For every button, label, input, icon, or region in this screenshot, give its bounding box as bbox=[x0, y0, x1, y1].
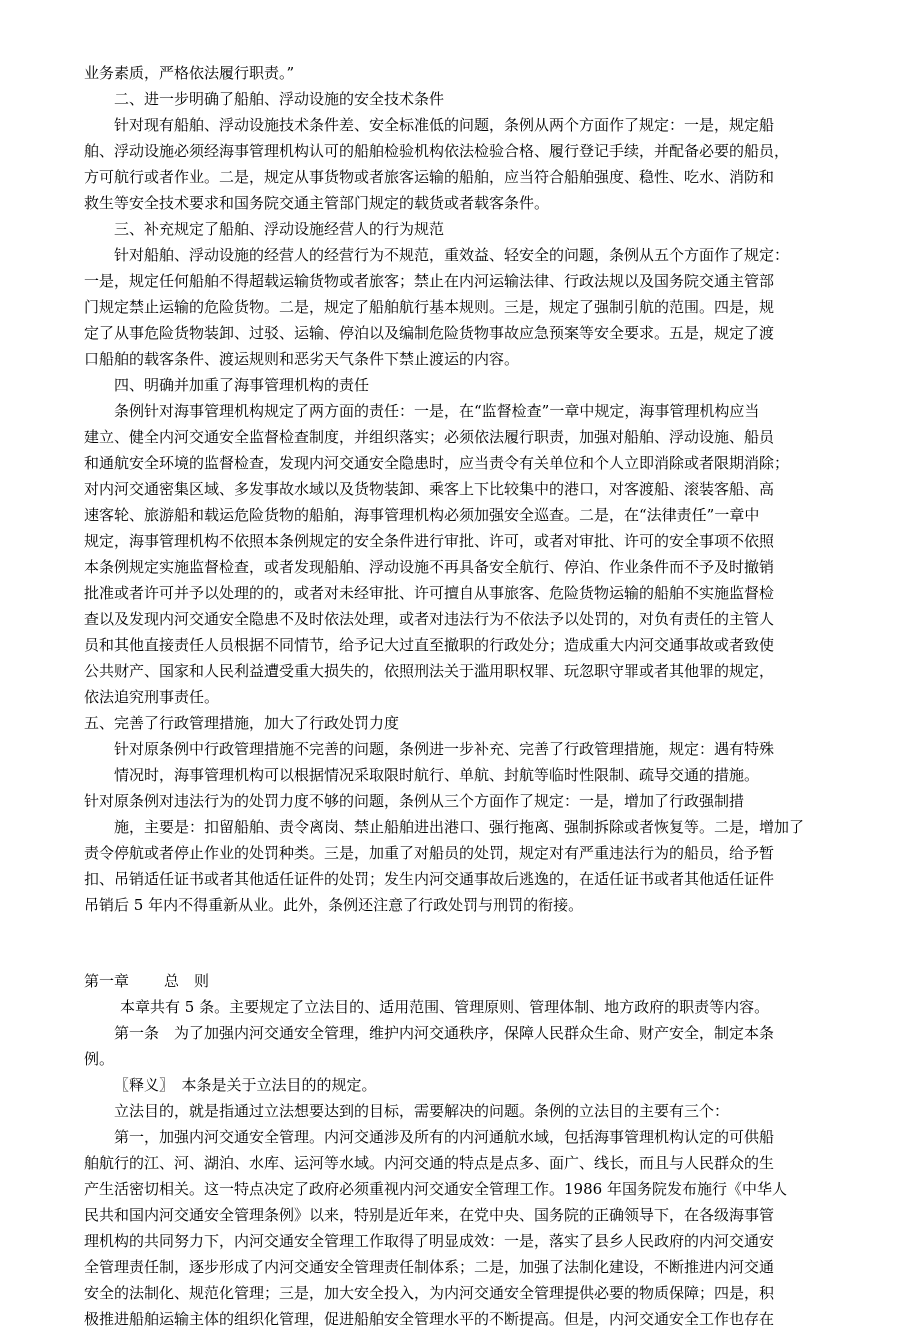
paragraph-line: 方可航行或者作业。二是，规定从事货物或者旅客运输的船舶，应当符合船舶强度、稳性、吃水、消防和 bbox=[84, 168, 775, 186]
text-line: 业务素质，严格依法履行职责。” bbox=[84, 64, 295, 82]
intro-section bbox=[84, 60, 836, 944]
paragraph-line bbox=[84, 918, 836, 944]
paragraph-line: 立法目的，就是指通过立法想要达到的目标，需要解决的问题。条例的立法目的主要有三个： bbox=[114, 1102, 730, 1120]
paragraph-line: 舶航行的江、河、湖泊、水库、运河等水域。内河交通的特点是点多、面广、线长，而且与人民群众的生 bbox=[84, 1154, 775, 1172]
paragraph-line: 针对现有船舶、浮动设施技术条件差、安全标准低的问题，条例从两个方面作了规定：一是，规定船 bbox=[114, 116, 775, 134]
chapter-section bbox=[84, 994, 836, 1332]
paragraph-line: 责令停航或者停止作业的处罚种类。三是，加重了对船员的处罚，规定对有严重违法行为的船员，给予暂 bbox=[84, 844, 775, 862]
paragraph-line: 极推进船舶运输主体的组织化管理，促进船舶安全管理水平的不断提高。但是，内河交通安全工作也存在 bbox=[84, 1310, 775, 1328]
paragraph-line: 舶、浮动设施必须经海事管理机构认可的船舶检验机构依法检验合格、履行登记手续，并配备必要的船员， bbox=[84, 142, 790, 160]
chapter-title: 总 则 bbox=[164, 972, 210, 990]
paragraph-line: 公共财产、国家和人民利益遭受重大损失的，依照刑法关于滥用职权罪、玩忽职守罪或者其他罪的规定， bbox=[84, 662, 775, 680]
section-heading: 针对原条例中行政管理措施不完善的问题，条例进一步补充、完善了行政管理措施，规定：遇有特殊 bbox=[114, 740, 775, 758]
chapter-number: 第一章 bbox=[84, 972, 130, 990]
paragraph-line: 建立、健全内河交通安全监督检查制度，并组织落实；必须依法履行职责，加强对船舶、浮动设施、船员 bbox=[84, 428, 775, 446]
paragraph-line: 民共和国内河交通安全管理条例》以来，特别是近年来，在党中央、国务院的正确领导下，在各级海事管 bbox=[84, 1206, 775, 1224]
paragraph-line: 针对原条例对违法行为的处罚力度不够的问题，条例从三个方面作了规定：一是，增加了行政强制措 bbox=[84, 792, 745, 810]
section-heading: 四、明确并加重了海事管理机构的责任 bbox=[114, 376, 370, 394]
paragraph-line: 员和其他直接责任人员根据不同情节，给予记大过直至撤职的行政处分；造成重大内河交通事故或者致使 bbox=[84, 636, 775, 654]
paragraph-line: 一是，规定任何船舶不得超载运输货物或者旅客；禁止在内河运输法律、行政法规以及国务院交通主管部 bbox=[84, 272, 775, 290]
paragraph-line: 查以及发现内河交通安全隐患不及时依法处理，或者对违法行为不依法予以处罚的，对负有责任的主管人 bbox=[84, 610, 775, 628]
paragraph-line: 第一，加强内河交通安全管理。内河交通涉及所有的内河通航水域，包括海事管理机构认定的可供船 bbox=[114, 1128, 775, 1146]
paragraph-line: 情况时，海事管理机构可以根据情况采取限时航行、单航、封航等临时性限制、疏导交通的措施。 bbox=[114, 766, 760, 784]
chapter-heading bbox=[84, 968, 836, 994]
paragraph-line: 施，主要是：扣留船舶、责令离岗、禁止船舶进出港口、强行拖离、强制拆除或者恢复等。二是，增加了 bbox=[114, 818, 805, 836]
paragraph-line: 产生活密切相关。这一特点决定了政府必须重视内河交通安全管理工作。1986 年国务院发布施行《中华人 bbox=[84, 1180, 787, 1198]
paragraph-line: 本章共有 5 条。主要规定了立法目的、适用范围、管理原则、管理体制、地方政府的职责等内容。 bbox=[120, 998, 770, 1016]
paragraph-line: 吊销后 5 年内不得重新从业。此外，条例还注意了行政处罚与刑罚的衔接。 bbox=[84, 896, 584, 914]
paragraph-line: 规定，海事管理机构不依照本条例规定的安全条件进行审批、许可，或者对审批、许可的安全事项不依照 bbox=[84, 532, 775, 550]
paragraph-line: 扣、吊销适任证书或者其他适任证件的处罚；发生内河交通事故后逃逸的，在适任证书或者其他适任证件 bbox=[84, 870, 775, 888]
paragraph-line: 条例针对海事管理机构规定了两方面的责任：一是，在“监督检查”一章中规定，海事管理机构应当 bbox=[114, 402, 760, 420]
paragraph-line: 批准或者许可并予以处理的的，或者对未经审批、许可擅自从事旅客、危险货物运输的船舶不实施监督检 bbox=[84, 584, 775, 602]
paragraph-line: 安全的法制化、规范化管理；三是，加大安全投入，为内河交通安全管理提供必要的物质保障；四是，积 bbox=[84, 1284, 775, 1302]
paragraph-line: 理机构的共同努力下，内河交通安全管理工作取得了明显成效：一是，落实了县乡人民政府的内河交通安 bbox=[84, 1232, 775, 1250]
article-line: 例。 bbox=[84, 1050, 115, 1068]
paragraph-line: 依法追究刑事责任。 bbox=[84, 688, 220, 706]
paragraph-line: 全管理责任制，逐步形成了内河交通安全管理责任制体系；二是，加强了法制化建设，不断推进内河交通 bbox=[84, 1258, 775, 1276]
paragraph-line: 五、完善了行政管理措施，加大了行政处罚力度 bbox=[84, 714, 400, 732]
paragraph-line: 门规定禁止运输的危险货物。二是，规定了船舶航行基本规则。三是，规定了强制引航的范围。四是，规 bbox=[84, 298, 775, 316]
paragraph-line: 速客轮、旅游船和载运危险货物的船舶，海事管理机构必须加强安全巡查。二是，在“法律责任”一章中 bbox=[84, 506, 760, 524]
paragraph-line: 定了从事危险货物装卸、过驳、运输、停泊以及编制危险货物事故应急预案等安全要求。五是，规定了渡 bbox=[84, 324, 775, 342]
annotation-line: 〖释义〗 本条是关于立法目的的规定。 bbox=[114, 1076, 377, 1094]
paragraph-line: 对内河交通密集区域、多发事故水域以及货物装卸、乘客上下比较集中的港口，对客渡船、滚装客船、高 bbox=[84, 480, 775, 498]
article-line: 第一条 为了加强内河交通安全管理，维护内河交通秩序，保障人民群众生命、财产安全，制定本条 bbox=[114, 1024, 775, 1042]
section-heading: 三、补充规定了船舶、浮动设施经营人的行为规范 bbox=[114, 220, 445, 238]
paragraph-line: 本条例规定实施监督检查，或者发现船舶、浮动设施不再具备安全航行、停泊、作业条件而不予及时撤销 bbox=[84, 558, 775, 576]
paragraph-line: 口船舶的载客条件、渡运规则和恶劣天气条件下禁止渡运的内容。 bbox=[84, 350, 520, 368]
paragraph-line: 和通航安全环境的监督检查，发现内河交通安全隐患时，应当责令有关单位和个人立即消除或者限期消除； bbox=[84, 454, 790, 472]
paragraph-line: 针对船舶、浮动设施的经营人的经营行为不规范，重效益、轻安全的问题，条例从五个方面作了规定： bbox=[114, 246, 790, 264]
section-gap bbox=[84, 944, 836, 968]
paragraph-line: 救生等安全技术要求和国务院交通主管部门规定的载货或者载客条件。 bbox=[84, 194, 550, 212]
section-heading: 二、进一步明确了船舶、浮动设施的安全技术条件 bbox=[114, 90, 445, 108]
